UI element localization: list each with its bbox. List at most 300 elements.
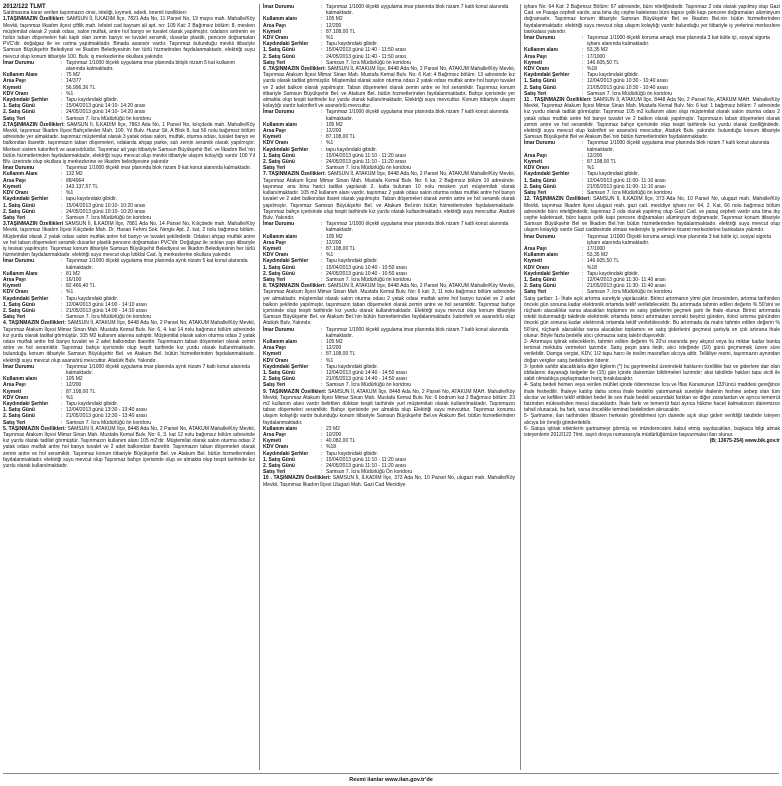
detail-label: Satış Yeri bbox=[524, 90, 547, 97]
property-5-details bbox=[263, 4, 515, 66]
detail-value: 24/05/2013 günü 11:10 - 11:20 arası bbox=[326, 463, 407, 470]
detail-separator: : bbox=[321, 432, 323, 439]
detail-label: Arsa Payı bbox=[263, 128, 286, 135]
detail-row bbox=[3, 60, 255, 72]
detail-label: İmar Durumu bbox=[524, 35, 556, 42]
detail-value: Samsun 7. İcra Müdürlüğü ön koridoru bbox=[66, 214, 152, 221]
detail-label: 1. Satış Günü bbox=[3, 103, 35, 110]
detail-label: Satış Yeri bbox=[3, 115, 26, 122]
detail-label: 2. Satış Günü bbox=[263, 463, 295, 470]
detail-label: Kaydındaki Şerhler bbox=[524, 171, 570, 178]
sale-term: 2- Artırmaya iştirak edeceklerin, tahmin edilen değerin % 20'si oranında pey akçesi veya bu miktar kadar banka teminat mektubu vermeleri lazımdır. Satış peşin para iledir, alıcı isteğinde (10) günü geçmemek üzere süre verilebilir. Damga vergisi, KDV, 1/2 tapu harcı ile teslim masrafları alıcıya aittir. Tellâliye resmi, taşınmazın aynından doğan vergiler satış bedelinden ödenir. bbox=[524, 338, 780, 364]
detail-value: Taşınmaz 1/1000 ölçekli uygulama imar planında bitişik nizam 5 kat kullanım alanında kalmaktadır. bbox=[66, 59, 235, 73]
detail-label: KDV Oranı bbox=[263, 140, 289, 147]
detail-value: Tapu kaydındaki gibidir. bbox=[587, 171, 639, 178]
detail-label: İmar Durumu bbox=[263, 326, 295, 333]
detail-label: Kaydındaki Şerhler bbox=[524, 270, 570, 277]
column-1 bbox=[3, 4, 255, 469]
sale-term: 4- Satış bedeli hemen veya verilen mühlet içinde ödenmezse İcra ve İflas Kanununun 133'üncü maddesi gereğince ihale feshedilir. İhaleye katılıp daha sonra ihale bedelini yatırmamak suretiyle ihalenin feshine sebep olan tüm alıcılar ve kefilleri teklif ettikleri bedel ile son ihale bedeli arasındaki farktan ve diğer zararlardan ve ayrıca temerrüt faizinden müteselsilen mesul olacaklardır. İhale farkı ve temerrüt faizi ayrıca hükme hacet kalmaksızın dairemizce tahsil olunacak, bu fark, varsa öncelikle teminat bedelinden alınacaktır. bbox=[524, 382, 780, 414]
detail-row bbox=[263, 221, 515, 233]
detail-separator: : bbox=[61, 78, 63, 85]
detail-label: 1. Satış Günü bbox=[524, 177, 556, 184]
property-6-details bbox=[263, 109, 515, 171]
detail-separator: : bbox=[582, 171, 584, 178]
detail-value: 15/04/2013 günü 11:10 - 11:20 arası bbox=[326, 456, 407, 463]
detail-label: Kullanım alanı bbox=[263, 121, 297, 128]
sale-term: 6- Satışa iştirak edenlerin şartnameyi görmüş ve münderecatını kabul etmiş sayılacakları, başkaca bilgi almak isteyenlerin 2012/122 Tlmt. sayılı dosya numarasıyla müdürlüğümüze başvurmaları ilan olunur. bbox=[524, 425, 780, 439]
column-3 bbox=[524, 4, 780, 444]
detail-separator: : bbox=[61, 97, 63, 104]
footer-text: Resmi ilanlar www.ilan.gov.tr'de bbox=[349, 777, 433, 783]
detail-separator: : bbox=[321, 35, 323, 42]
detail-separator: : bbox=[582, 140, 584, 147]
property-9-description: 9. TAŞINMAZIN Özellikleri: SAMSUN İl, ATAKUM İlçe, 8448 Ada No, 2 Parsel No, ATAKUM MAH. Mahalle/Köy Mevkii, Taşınmaz Atakum İlçesi Mimar Sinan Mah. Mustafa Kemal Bulv. No: 6 bodrum kat 2 Bağımsız bölüm: 23 m2 kullanım alanı vardır belirtilen dükkan tespit tarihinde yurt müştemilatı olarak kullanılmaktadır. Taşınmazın taban döşemeleri seramiktir. Bahçe içerisinde yer almakta olup Elektriği suyu mevcuttur. Taşınmaz konumu ulaşım kolaylığı vardır bulunduğu konum itibariyle Samsun Büyükşehir Bel.ve Atakum Bel. bütün hizmetlerinden faydalanmaktadır. bbox=[263, 388, 516, 426]
property-12-title: 12. TAŞINMAZIN Özellikleri: bbox=[524, 196, 591, 203]
detail-separator: : bbox=[321, 252, 323, 259]
detail-value: tapu kaydındaki gibidir. bbox=[66, 196, 117, 203]
detail-separator: : bbox=[321, 47, 323, 54]
detail-row bbox=[263, 109, 515, 121]
detail-label: 2. Satış Günü bbox=[3, 413, 35, 420]
property-2-title: 2.TAŞINMAZIN Özellikleri: bbox=[3, 121, 65, 128]
detail-value: 15/04/2013 günü 10:40 - 10:50 arası bbox=[326, 264, 407, 271]
detail-label: Kıymeti bbox=[263, 438, 282, 445]
detail-separator: : bbox=[321, 450, 323, 457]
detail-value: 146.605,50 TL bbox=[587, 59, 620, 66]
detail-label: Satış Yeri bbox=[3, 314, 26, 321]
detail-value: Samsun 7. İcra Müdürlüğü ön koridoru bbox=[326, 382, 412, 389]
detail-label: Satış Yeri bbox=[263, 382, 286, 389]
detail-label: Satış Yeri bbox=[263, 469, 286, 476]
detail-separator: : bbox=[61, 214, 63, 221]
property-9-details bbox=[263, 426, 515, 476]
detail-value: 105 M2 bbox=[326, 121, 343, 128]
detail-label: Kullanım Alanı bbox=[3, 270, 38, 277]
detail-label: 2. Satış Günü bbox=[263, 53, 295, 60]
detail-label: KDV Oranı bbox=[263, 444, 289, 451]
detail-value: 12/200 bbox=[66, 382, 82, 389]
property-6-title: 6 .TAŞINMAZIN Özellikleri: bbox=[263, 66, 326, 73]
detail-label: Kaydındaki Şerhler bbox=[263, 450, 309, 457]
detail-label: İmar Durumu bbox=[3, 59, 35, 66]
detail-label: Kaydındaki Şerhler bbox=[263, 258, 309, 265]
detail-value: Taşınmaz 1/1000 ölçekli koruma amaçlı imar planında 3 kat kütle içi, sosyal sigorta işhanı alanında kalmaktadır. bbox=[587, 35, 770, 48]
detail-value: 12/04/2013 günü 11:00- 11:10 arası bbox=[587, 177, 666, 184]
detail-label: Kıymeti bbox=[3, 84, 22, 91]
detail-label: 1. Satış Günü bbox=[3, 202, 35, 209]
detail-value: 24/05/2013 günü 11:40 - 11:50 arası bbox=[326, 53, 407, 60]
detail-separator: : bbox=[61, 177, 63, 184]
detail-value: Samsun 7. İcra Müdürlüğü ön koridoru bbox=[326, 276, 412, 283]
detail-separator: : bbox=[582, 159, 584, 166]
detail-label: KDV Oranı bbox=[524, 66, 550, 73]
detail-separator: : bbox=[321, 53, 323, 60]
detail-value: 12/04/2013 günü 14:00 - 14:10 arası bbox=[66, 301, 147, 308]
detail-separator: : bbox=[582, 59, 584, 66]
detail-label: İmar Durumu bbox=[263, 4, 295, 10]
detail-label: Kıymeti bbox=[3, 283, 22, 290]
detail-row bbox=[524, 140, 780, 152]
detail-label: Arsa Payı bbox=[263, 345, 286, 352]
detail-separator: : bbox=[582, 183, 584, 190]
detail-separator: : bbox=[321, 121, 323, 128]
detail-value: 88/4964 bbox=[66, 177, 85, 184]
detail-separator: : bbox=[321, 140, 323, 147]
detail-value: %1 bbox=[66, 394, 74, 401]
detail-label: 1. Satış Günü bbox=[524, 78, 556, 85]
detail-row bbox=[524, 289, 780, 295]
detail-value: 24/05/2013 günü 14:10- 14:20 arası bbox=[66, 109, 146, 116]
detail-separator: : bbox=[321, 221, 323, 228]
detail-row bbox=[263, 327, 515, 339]
detail-value: 143.137,57 TL bbox=[66, 183, 99, 190]
detail-value: Taşınmaz 1/1000 ölçekli uygulama imar planında blok nizam 7 katlı konut alanında kalmaktadır. bbox=[326, 221, 509, 234]
detail-value: 105 M2 bbox=[326, 233, 343, 240]
detail-label: Kaydındaki Şerhler bbox=[263, 363, 309, 370]
detail-separator: : bbox=[61, 109, 63, 116]
detail-label: Satış Yeri bbox=[524, 190, 547, 197]
detail-separator: : bbox=[61, 84, 63, 91]
detail-label: Kullanım Alanı bbox=[3, 171, 38, 178]
detail-separator: : bbox=[61, 382, 63, 389]
detail-separator: : bbox=[582, 264, 584, 271]
detail-label: 2. Satış Günü bbox=[524, 183, 556, 190]
detail-value: 24/05/2013 günü 11:10 - 11:20 arası bbox=[326, 159, 407, 166]
detail-value: 24/05/2013 günü 10:10- 10:20 arası bbox=[66, 208, 146, 215]
detail-value: 82.466,40 TL bbox=[66, 283, 96, 290]
detail-label: İmar Durumu bbox=[3, 363, 35, 370]
detail-label: Kıymeti bbox=[3, 388, 22, 395]
detail-separator: : bbox=[582, 252, 584, 259]
property-12-details bbox=[524, 234, 780, 296]
detail-label: Arsa Payı bbox=[3, 78, 26, 85]
property-1-details bbox=[3, 60, 255, 122]
detail-separator: : bbox=[321, 41, 323, 48]
detail-label: 2. Satış Günü bbox=[3, 109, 35, 116]
detail-separator: : bbox=[61, 196, 63, 203]
detail-separator: : bbox=[61, 276, 63, 283]
property-8-description: 8. TAŞINMAZIN Özellikleri: SAMSUN İl, ATAKUM İlçe, 8448 Ada No, 2 Parsel No, ATAKUM Mahalle/Köy Mevkii, Taşınmaz Atakum İlçesi Mimar Sinan Mah. Mustafa Kemal Bulv. No: 6 kat: 3, 11 nolu bağımsız bölüm adresinde yer almaktadır. müştemilat olarak salon oturma odası 2 yatak odası mutfak antre hol banyo tuvalet ve 2 adet balkon şeklinde yapılmıştır. taşınmazın taban döşemeleri olarak zemin antre ve hol seramiktir. Taşınmaz bahçe içerisinde olup tespit tarihinde kız yurdu olarak kullanılmaktadır. Elektriği suyu mevcut olup konum itibariyle Samsun Büyükşehir Bel. ve Atakum Bel.'nin bütün hizmetlerinden faydalanmaktadır. kaloriferli ve asansörlü olup Atatürk Bulv. Yakındır. bbox=[263, 283, 515, 327]
reference-code: (B; 13675-254) www.bik.gov.tr bbox=[709, 438, 780, 445]
detail-value: 87.108,00 TL bbox=[66, 388, 96, 395]
detail-separator: : bbox=[321, 109, 323, 116]
detail-label: 2. Satış Günü bbox=[524, 283, 556, 290]
detail-label: Arsa Payı bbox=[3, 382, 26, 389]
detail-value: %1 bbox=[66, 90, 74, 97]
property-8-title: 8. TAŞINMAZIN Özellikleri: bbox=[263, 283, 326, 290]
detail-separator: : bbox=[61, 307, 63, 314]
detail-label: 1. Satış Günü bbox=[3, 301, 35, 308]
detail-label: Arsa Payı bbox=[263, 432, 286, 439]
detail-label: KDV Oranı bbox=[3, 190, 29, 197]
detail-separator: : bbox=[321, 276, 323, 283]
detail-value: 87.108,00 TL bbox=[326, 28, 356, 35]
sale-term: 3- İpotek sahibi alacaklılarla diğer ilgilerin (*) bu gayrimenkul üzerindeki haklarını özellikle faiz ve giderlere dair olan iddialarını dayanağı belgeler ile (15) gün içinde dairemize bildirmeleri lazımdır; aksi takdirde hakları tapu sicili ile sabit olmadıkça paylaşmadan hariç bırakılacaktır. bbox=[524, 363, 780, 383]
detail-separator: : bbox=[61, 183, 63, 190]
detail-label: KDV Oranı bbox=[524, 165, 550, 172]
detail-separator: : bbox=[582, 53, 584, 60]
detail-separator: : bbox=[582, 90, 584, 97]
detail-label: Kullanım Alanı bbox=[3, 72, 38, 79]
detail-separator: : bbox=[61, 190, 63, 197]
detail-separator: : bbox=[582, 270, 584, 277]
detail-value: 12/200 bbox=[326, 239, 342, 246]
detail-separator: : bbox=[321, 245, 323, 252]
detail-value: Samsun 7. İcra Müdürlüğü ön koridoru bbox=[587, 90, 673, 97]
detail-separator: : bbox=[61, 90, 63, 97]
detail-label: Kıymeti bbox=[263, 351, 282, 358]
detail-value: 12/200 bbox=[326, 128, 342, 135]
detail-value: 21/05/2013 günü 10:30 - 10:40 arası bbox=[587, 84, 668, 91]
detail-value: Taşınmaz 1/1000 ölçekli uygulama imar planında blok nizam 7 katlı konut alanında kalmaktadır. bbox=[326, 109, 509, 122]
column-divider bbox=[259, 4, 260, 770]
detail-separator: : bbox=[321, 338, 323, 345]
detail-label: 2. Satış Günü bbox=[263, 270, 295, 277]
detail-separator: : bbox=[582, 72, 584, 79]
intro-text: Satılmasına karar verilen taşınmazın cinsi, niteliği, kıymeti, adedi, önemli özellikleri: bbox=[3, 10, 187, 17]
detail-separator: : bbox=[321, 59, 323, 66]
detail-separator: : bbox=[321, 469, 323, 476]
detail-separator: : bbox=[582, 233, 584, 240]
detail-separator: : bbox=[321, 134, 323, 141]
detail-separator: : bbox=[582, 47, 584, 54]
detail-value: 21/05/2013 günü 11:00- 11:10 arası bbox=[587, 183, 666, 190]
detail-label: Arsa Payı bbox=[524, 53, 547, 60]
detail-separator: : bbox=[321, 128, 323, 135]
detail-label: KDV Oranı bbox=[3, 394, 29, 401]
detail-separator: : bbox=[321, 28, 323, 35]
detail-value: 24/05/2013 günü 10:40 - 10:50 arası bbox=[326, 270, 407, 277]
detail-separator: : bbox=[61, 388, 63, 395]
property-2-description: 2.TAŞINMAZIN Özellikleri: SAMSUN İl, İLKADIM İlçe, 7863 Ada No, 1 Parsel No, kılıçdede mah. Mahalle/Köy Mevkii, taşınmaz İlkadım İlçesi Bahçelievler Mah. 100. Yıl Bulv. Huzur Sit. A Blok 8. kat 56 nolu bağımsız bölüm adresinde yer almaktadır. taşınmaz müştemilat olarak 3 yatak odası salon, mutfak, oturma odası, tuvalet banyo ve balkondan ibarettir. taşınmazın taban döşemeleri, odalarda ahşap parke, salı zemin seramik olarak yapılmıştır. Merkezi sistem kaloriferli ve asansörlüdür. Taşınmaz ait yapı itibariyle Samsun Büyükşehir Bel. ve İlkadım Bel.'nin bütün hizmetlerinden faydalanmaktadır, elektriği suyu mevcut olup mevkii itibariyle ulaşım kolaylığı vardır 100 Yıl Blv. üzerinde olup okullara iş merkezlerine ve ilkadım belediyesine yakındır bbox=[3, 121, 256, 166]
detail-separator: : bbox=[582, 283, 584, 290]
detail-label: Kullanım alanı bbox=[263, 425, 297, 432]
detail-value: Tapu kaydındaki gibidir. bbox=[66, 401, 118, 407]
detail-label: Kıymeti bbox=[263, 245, 282, 252]
detail-label: Kaydındaki Şerhler bbox=[3, 401, 49, 407]
detail-label: Kaydındaki Şerhler bbox=[263, 146, 309, 153]
detail-label: KDV Oranı bbox=[263, 357, 289, 364]
detail-label: Satış Yeri bbox=[3, 419, 26, 426]
detail-separator: : bbox=[321, 326, 323, 333]
detail-value: 23 M2 bbox=[326, 425, 340, 432]
detail-separator: : bbox=[582, 177, 584, 184]
detail-value: 81 M2 bbox=[66, 270, 80, 277]
detail-separator: : bbox=[61, 270, 63, 277]
detail-separator: : bbox=[321, 152, 323, 159]
detail-separator: : bbox=[61, 301, 63, 308]
property-4-details bbox=[3, 364, 255, 426]
detail-value: %1 bbox=[326, 140, 334, 147]
detail-value: 21/05/2013 günü 14:00 - 14:10 arası bbox=[66, 307, 147, 314]
detail-separator: : bbox=[321, 456, 323, 463]
detail-separator: : bbox=[321, 369, 323, 376]
detail-label: İmar Durumu bbox=[3, 165, 35, 172]
detail-separator: : bbox=[321, 425, 323, 432]
detail-separator: : bbox=[582, 84, 584, 91]
detail-label: Arsa Payı bbox=[524, 245, 547, 252]
detail-value: %1 bbox=[587, 165, 595, 172]
detail-separator: : bbox=[321, 363, 323, 370]
property-1-description: 1.TAŞINMAZIN Özellikleri: SAMSUN İl, İLKADIM İlçe, 7821 Ada No, 11 Parsel No, 19 mayıs mah. Mahalle/Köy Mevkii, taşınmaz ilkadım ilçesi çiftlik mah. lefatet cad bayram ali apt. no: 109 Kat: 2 Bağımsız bölüm: 8, mesken müştemilat olarak 2 yatak odası, salon mutfak, antre hol banyo ve tuvalet olarak yapılmıştır, odaların antrenin ve holün taban döşemeleri halı kaplı olan zemin banyo ve tuvalet seramik, duvarlar plastik, pencere doğramaları PVC'dir. doğalgaz ile ve ısıtma yapılmaktadır. Binada asansör vardır. Taşınmaz bulunduğu mevkii itibariyle Samsun Büyükşehir Belediyesi ve İlkadım Belediyesinin her türlü hizmetinden faydalanmaktadır, elektriği suyu mevcut olup konum itibariyle 100. Bulv. iş merkezlerine okullara yakındır. bbox=[3, 16, 256, 60]
detail-value: Taşınmaz 1/1000 ölçekli uygulama imar planında ayrık nizam 7 katlı konut alanında kalmaktadır. bbox=[66, 363, 250, 376]
detail-separator: : bbox=[61, 376, 63, 383]
property-11-details bbox=[524, 140, 780, 196]
detail-separator: : bbox=[61, 363, 63, 370]
detail-label: Kıymeti bbox=[524, 59, 543, 66]
property-5-title: 5. TAŞINMAZIN Özellikleri: bbox=[3, 425, 66, 432]
detail-separator: : bbox=[321, 351, 323, 358]
detail-value: Tapu kaydındaki gibidir. bbox=[587, 270, 639, 277]
detail-value: 53,35 M2 bbox=[587, 47, 608, 54]
detail-separator: : bbox=[321, 264, 323, 271]
detail-value: 87.108,00 TL bbox=[326, 134, 356, 141]
sale-term: Satış şartları: 1- İhale açık artırma suretiyle yapılacaktır. Birinci artırmanın yirmi gün öncesinden, artırma tarihinden önceki gün sonuna kadar elektronik ortamda teklif verilebilecektir. Bu artırmada tahmin edilen değerin % 50'sini ve rüçhanlı alacaklılar varsa alacakları toplamını ve satış giderlerini geçmek şartı ile ihale olunur. Birinci artırmada istekli bulunmadığı takdirde elektronik ortamda birinci artırmadan sonraki beşinci günden, ikinci artırma gününden önceki gün sonuna kadar elektronik ortamda teklif verilebilecektir. Bu artırmada da malın tahmin edilen değerin % 50'sini, rüçhanlı alacaklılar varsa alacakları toplamını ve satış giderlerini geçmesi şartıyla en çok artırana ihale olunur. Böyle fazla bedelle alıcı çıkmazsa satış talebi düşecektir. bbox=[524, 295, 780, 339]
detail-value: 105 M2 bbox=[326, 16, 343, 23]
detail-label: Arsa Payı bbox=[263, 239, 286, 246]
detail-separator: : bbox=[321, 382, 323, 389]
detail-value: tapu kaydındaki gibidir. bbox=[326, 146, 377, 153]
detail-separator: : bbox=[321, 146, 323, 153]
detail-value: Taşınmaz 1/1000 ölçekli uygulama imar planında blok nizam 7 katlı konut alanında kalmaktadır. bbox=[326, 326, 509, 339]
detail-row bbox=[263, 4, 515, 16]
detail-separator: : bbox=[321, 376, 323, 383]
detail-label: Satış Yeri bbox=[3, 214, 26, 221]
property-3-title: 3.TAŞINMAZIN Özellikleri bbox=[3, 221, 64, 228]
sale-term: 5- Şartname, ilan tarihinden itibaren herkesin görebilmesi için dairede açık olup gideri verildiği takdirde isteyen alıcıya bir örneği gönderilebilir. bbox=[524, 413, 780, 426]
detail-separator: : bbox=[582, 245, 584, 252]
detail-value: %1 bbox=[66, 289, 74, 296]
detail-label: Kıymeti bbox=[524, 258, 543, 265]
detail-label: 2. Satış Günü bbox=[3, 307, 35, 314]
detail-separator: : bbox=[61, 208, 63, 215]
detail-separator: : bbox=[582, 35, 584, 42]
detail-value: Samsun 7. İcra Müdürlüğü ön koridoru bbox=[587, 289, 673, 296]
detail-value: Samsun 7. İcra Müdürlüğü ön koridoru bbox=[326, 59, 412, 66]
detail-value: 14/377 bbox=[66, 78, 82, 85]
detail-value: Tapu kaydındaki gibidir. bbox=[326, 363, 378, 370]
detail-separator: : bbox=[61, 115, 63, 122]
detail-label: 1. Satış Günü bbox=[524, 276, 556, 283]
detail-value: Taşınmaz 1/1000 ölçekli uygulama imar planında blok nizam 7 katlı konut alanında kalmaktadır. bbox=[326, 4, 509, 17]
detail-separator: : bbox=[61, 407, 63, 414]
detail-label: KDV Oranı bbox=[263, 35, 289, 42]
detail-value: 12/200 bbox=[326, 345, 342, 352]
detail-value: 12/04/2013 günü 10:30 - 10:40 arası bbox=[587, 78, 668, 85]
detail-label: KDV Oranı bbox=[3, 90, 29, 97]
property-3-description: 3.TAŞINMAZIN Özellikleri SAMSUN İl, İLKADIM İlçe, 7881 Ada No, 14 Parsel No, Kılıçdede mah. Mahalle/Köy Mevkii, taşınmaz İlkadım İlçesi Kılıçdede Mah. Dr. Hasan Fehmi Sok. Nergis Apt. 2. kat, 2 nolu bağımsız bölüm. Müştemilat olarak 2 yatak odası salon mutfak antre hol banyo ve tuvalet şeklindedir. Odaları ahşap mutfak antre ve hol taban döşemeleri seramik duvarlar plastik pencere doğramaları PVC'dir. Doğalgaz ile ısıtılan yapı itibariyle iş tesisat yapılmıştır. Taşınmaz konum itibariyle Samsun Büyükşehir Belediyesi ve İlkadım Belediyesinin her türlü hizmetinden faydalanmaktadır. elektriği suyu mevcut olup İstiklal Cad. İş merkezlerine okullara yakındır. bbox=[3, 221, 255, 259]
detail-value: 17/1000 bbox=[587, 53, 606, 60]
detail-value: 87.108,00 TL bbox=[587, 159, 617, 166]
detail-value: Taşınmaz 1/1000 ölçekli uygulama imar planında ayrık nizam 5 kat konut alanında kalmaktadır. bbox=[66, 258, 248, 271]
property-7-details bbox=[263, 221, 515, 283]
property-4-title: 4. TAŞINMAZIN Özellikleri: bbox=[3, 320, 66, 327]
sale-terms bbox=[524, 296, 780, 439]
detail-value: %18 bbox=[326, 444, 337, 451]
detail-separator: : bbox=[321, 270, 323, 277]
detail-label: Kullanım alanı bbox=[263, 233, 297, 240]
detail-label: Satış Yeri bbox=[263, 165, 286, 172]
detail-value: 12/200 bbox=[587, 152, 603, 159]
detail-value: %1 bbox=[326, 357, 334, 364]
detail-separator: : bbox=[61, 314, 63, 321]
file-number: 2012/122 TLMT bbox=[3, 4, 46, 10]
detail-separator: : bbox=[61, 171, 63, 178]
detail-label: Satış Yeri bbox=[524, 289, 547, 296]
detail-value: 10/200 bbox=[326, 432, 342, 439]
detail-separator: : bbox=[582, 258, 584, 265]
detail-value: 15/04/2013 günü 14:10- 14:20 arası bbox=[66, 103, 146, 110]
detail-label: 1. Satış Günü bbox=[263, 152, 295, 159]
detail-separator: : bbox=[321, 165, 323, 172]
detail-value: Tapu kaydındaki gibidir. bbox=[326, 41, 378, 48]
detail-value: 15/04/2013 günü 10:10- 10:20 arası bbox=[66, 202, 146, 209]
detail-value: %1 bbox=[66, 190, 74, 197]
detail-separator: : bbox=[582, 66, 584, 73]
detail-label: 1. Satış Günü bbox=[263, 456, 295, 463]
detail-row bbox=[524, 35, 780, 47]
property-1-title: 1.TAŞINMAZIN Özellikleri: bbox=[3, 16, 65, 23]
detail-separator: : bbox=[582, 190, 584, 197]
detail-label: İmar Durumu bbox=[524, 233, 556, 240]
property-10-description-cont: işhanı No: 64 Kat: 2 Bağımsız Bölüm: 67 adresinde, büro niteliğindedir. Taşınmaz 2 oda olarak yapılmış olup Gazi Cad. ve Pasaja cepheli vardır, ana bina dış cephe kaleterası büro kapısı çelik kapı pencere doğramaları alüminyum doğramadır. Taşınmaz konum itibariyle Samsun Büyükşehir Bel ve İlkadım Bel.nin bütün hizmetlerinden faydalanmaktadır. elektriği suyu mevcut olup ulaşım kolaylığı vardır bulunduğu yer itibariyle iş yerlerine merkezlere bankalara yakındır. bbox=[524, 4, 780, 35]
property-4-description: 4. TAŞINMAZIN Özellikleri: SAMSUN İl, ATAKUM İlçe, 8448 Ada No, 2 Parsel No, ATAKUM Mahalle/Köy Mevkii, Taşınmaz Atakum İlçesi Mimar Sinan Mah. Mustafa Kemal Bulv. No: 6, 4. kat 14 nolu bağımsız bölüm adresinde kız yurdu olarak tadilat görmüştür. 105 M2 kullanım alanına sahiptir. Müştemilat olarak salon oturma odası 2 yatak odası mutfak antre hol banyo tuvalet ve 2 adet balkondan ibarettir. Taşınmazın taban döşemeleri olarak zemin antre ve hol seramiktir. Taşınmaz bahçe içerisinde olup tespit tarihinde kız yurdu olarak kullanılmaktadır. bulunduğu konum itibariyle Samsun Büyükşehir Bel. ve Atakum Bel. bütün hizmetlerinden faydalanmaktadır. elektriği suyu mevcut olup asansörü mevcuttur. Atatürk Bulv. Yakındır. bbox=[3, 320, 255, 364]
detail-value: 12/04/2013 günü 14:40 - 14:50 arası bbox=[326, 369, 407, 376]
detail-value: 15/04/2013 günü 11:10 - 11:20 arası bbox=[326, 152, 407, 159]
property-7-title: 7. TAŞINMAZIN Özellikleri: bbox=[263, 171, 326, 178]
detail-separator: : bbox=[61, 283, 63, 290]
detail-value: 21/05/2013 günü 11:30- 11:40 arası bbox=[587, 283, 666, 290]
detail-label: Kıymeti bbox=[263, 134, 282, 141]
detail-value: Samsun 7. İcra Müdürlüğü Ön koridoru bbox=[326, 469, 413, 476]
detail-label: Kıymeti bbox=[524, 159, 543, 166]
detail-separator: : bbox=[61, 401, 63, 407]
detail-separator: : bbox=[321, 444, 323, 451]
detail-value: 56.996,36 TL bbox=[66, 84, 96, 91]
detail-label: İmar Durumu bbox=[263, 221, 295, 228]
detail-label: Kaydındaki Şerhler bbox=[3, 196, 49, 203]
detail-separator: : bbox=[61, 394, 63, 401]
detail-separator: : bbox=[321, 258, 323, 265]
footer-rule bbox=[3, 773, 779, 774]
detail-value: Tapu kaydındaki gibidir. bbox=[326, 258, 378, 265]
detail-value: Samsun 7. İcra Müdürlüğü ön koridoru bbox=[326, 165, 412, 172]
detail-value: 16/100 bbox=[66, 276, 82, 283]
detail-label: KDV Oranı bbox=[524, 264, 550, 271]
detail-separator: : bbox=[321, 159, 323, 166]
detail-separator: : bbox=[321, 357, 323, 364]
detail-label: Satış Yeri bbox=[263, 59, 286, 66]
detail-label: İmar Durumu bbox=[524, 140, 556, 147]
detail-label: Kıymeti bbox=[3, 183, 22, 190]
detail-label: Arsa Payı bbox=[3, 177, 26, 184]
property-11-title: 11 . TAŞINMAZIN Özellikleri: bbox=[524, 97, 592, 104]
detail-separator: : bbox=[321, 22, 323, 29]
detail-value: Samsun 7. İcra Müdürlüğü ön koridoru bbox=[66, 115, 152, 122]
detail-value: 75 M2 bbox=[66, 72, 80, 79]
detail-value: 40.082,00 TL bbox=[326, 438, 356, 445]
detail-value: Taşınmaz 1/1000 ölçekli uygulama imar planında blok nizam 7 katlı konut alanında kalmaktadır. bbox=[587, 140, 770, 153]
detail-separator: : bbox=[61, 103, 63, 110]
detail-separator: : bbox=[61, 413, 63, 420]
detail-label: Satış Yeri bbox=[263, 276, 286, 283]
detail-value: 87.108,00 TL bbox=[326, 351, 356, 358]
detail-label: KDV Oranı bbox=[263, 252, 289, 259]
property-11-description: 11 . TAŞINMAZIN Özellikleri: SAMSUN İl, ATAKUM İlçe, 8448 Ada No, 2 Parsel No, ATAKUM MAH. Mahalle/Köy Mevkii, Taşınmaz Atakum İlçesi Mimar Sinan Mah. Mustafa Kemal Bulv. No: 6 kat: 1 bağımsız bölüm: 7 adresinde kız yurdu olarak tadilat görmüştür. Taşınmaz 105 m2 kullanım alanı olup müştemilat olarak salon oturma odası 2 yatak odası mutfak antre hol banyo tuvalet ve 2 balkon olarak yapılmıştır. Taşınmazın taban döşemeleri olarak zemin antre ve hol seramiktir. Taşınmaz bahçe içerisinde olup tespit tarihinde kız yurdu olarak özelliğindedir. elektriği suyu mevcut olup kaloriferi ve asansörü mevcuttur, Atatürk Bulv. yakındır. bulunduğu konum itibariyle Samsun Büyükşehir Bel ve Atakum Bel.'nin bütün hizmetlerinden faydalanmaktadır. bbox=[524, 97, 780, 141]
detail-label: KDV Oranı bbox=[3, 289, 29, 296]
property-2-details bbox=[3, 165, 255, 221]
property-12-description: 12. TAŞINMAZIN Özellikleri: SAMSUN İl, İLKADIM İlçe, 373 Ada No, 10 Parsel No, ulugazi mah. Mahalle/Köy Mevkii, taşınmaz İlkadım ilçesi ulugazi mah. gazi cad. mecidiye işhanı no: 64, 2. Kat, 66 nolu bağımsız bölüm adresinde büro niteliğindedir, taşınmaz 2 oda olarak yapılmış olup Gazi Cad. ve pasaj cepheli vardır ana bina dış cephe kaleterasit, büro kapısı çelik kapı pencere doğramaları alüminyum doğramadır. Taşınmaz konum itibariyle Samsun Büyükşehir Bel ve İlkadım Bel.'nin bütün hizmetlerinden faydalanmaktadır. elektriği suyu mevcut olup ulaşım kolaylığı vardır Gazi caddesinde olması nedeniyle iş yerlerine ticaret merkezlerine bankalara yakındır. bbox=[524, 196, 780, 234]
